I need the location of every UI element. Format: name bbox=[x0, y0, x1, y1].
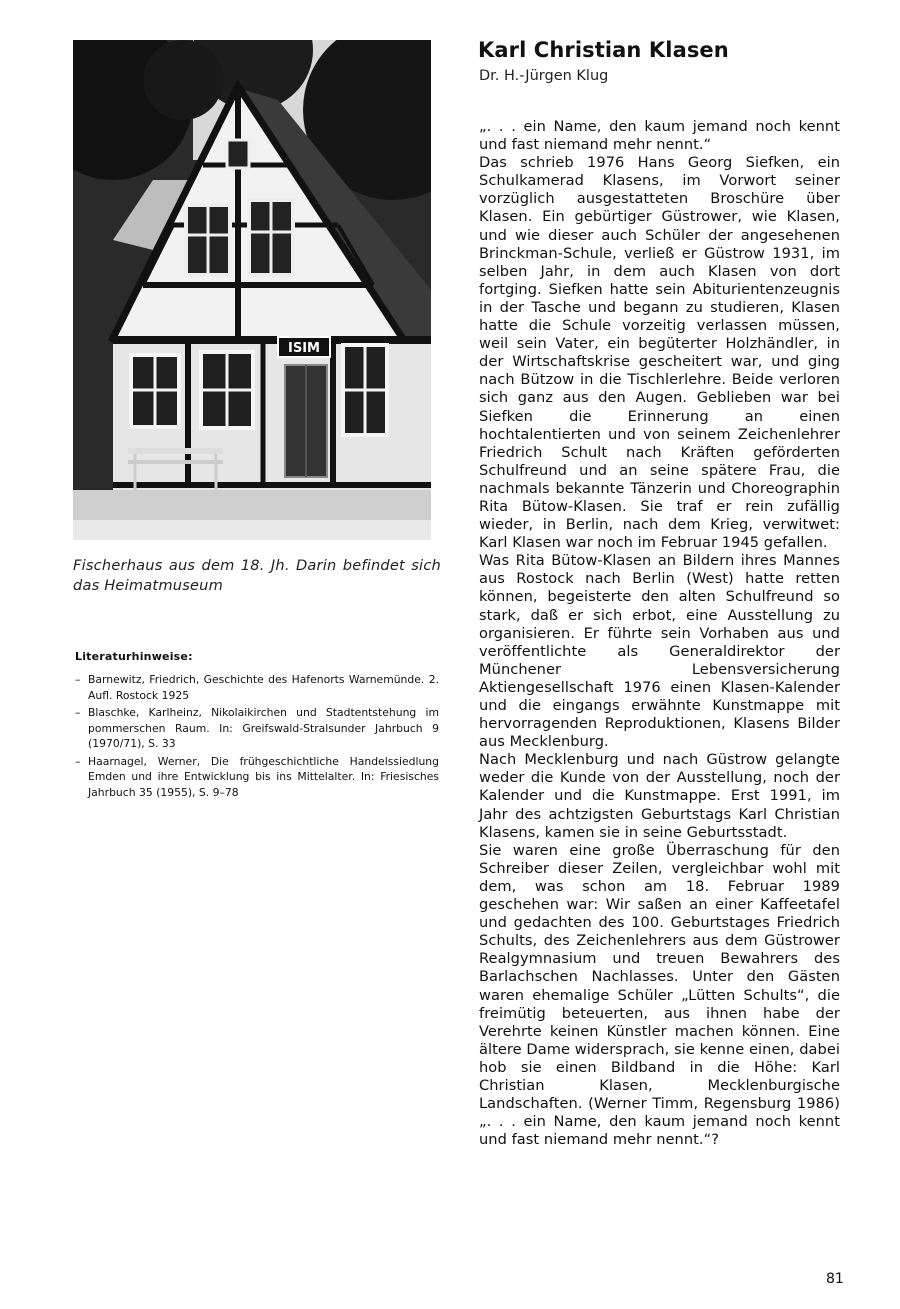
article-body bbox=[479, 118, 840, 1149]
article-paragraph: Was Rita Bütow-Klasen an Bildern ihres Mannes aus Rostock nach Berlin (West) hatte retten können, begeisterte den alten Schulfreund so stark, daß er sich erbot, eine Ausstellung zu organisieren. Er führte sein Vorhaben aus und veröffentlichte als Generaldirektor der Münchener Lebensversicherung Aktiengesellschaft 1976 einen Klasen-Kalender und die eingangs erwähnte Kunstmappe mit hervorragenden Reproduktionen, Klasens Bilder aus Mecklenburg. bbox=[479, 552, 840, 751]
article-paragraph: Nach Mecklenburg und nach Güstrow gelangte weder die Kunde von der Ausstellung, noch der Kalender und die Kunstmappe. Erst 1991, im Jahr des achtzigsten Geburtstags Karl Christian Klasens, kamen sie in seine Geburtsstadt. bbox=[479, 751, 840, 841]
article-paragraph: Sie waren eine große Überraschung für den Schreiber dieser Zeilen, vergleichbar wohl mit dem, was schon am 18. Februar 1989 geschehen war: Wir saßen an einer Kaffeetafel und gedachten des 100. Geburtstages Friedrich Schults, des Zeichenlehrers aus dem Güstrower Realgymnasium und treuen Bewahrers des Barlachschen Nachlasses. Unter den Gästen waren ehemalige Schüler „Lütten Schults“, die freimütig beteuerten, aus ihnen habe der Verehrte keinen Künstler machen können. Eine ältere Dame widersprach, sie kenne einen, dabei hob sie einen Bildband in die Höhe: Karl Christian Klasen, Mecklenburgische Landschaften. (Werner Timm, Regensburg 1986) „. . . ein Name, den kaum jemand noch kennt und fast niemand mehr nennt.“? bbox=[479, 841, 840, 1149]
photo-caption: Fischerhaus aus dem 18. Jh. Darin befindet sich das Heimatmuseum bbox=[73, 557, 441, 594]
literature-item: – Haarnagel, Werner, Die frühgeschichtliche Handelssiedlung Emden und ihre Entwicklung bis ins Mittelalter. In: Friesisches Jahrbuch 35 (1955), S. 9–78 bbox=[75, 754, 439, 799]
literature-list bbox=[75, 672, 439, 802]
house-photo bbox=[73, 40, 431, 540]
page-number: 81 bbox=[826, 1271, 844, 1287]
literature-heading: Literaturhinweise: bbox=[75, 650, 193, 663]
article-paragraph: „. . . ein Name, den kaum jemand noch kennt und fast niemand mehr nennt.“ bbox=[479, 118, 840, 154]
article-paragraph: Das schrieb 1976 Hans Georg Siefken, ein Schulkamerad Klasens, im Vorwort seiner vorzüglich ausgestatteten Broschüre über Klasen. Ein gebürtiger Güstrower, wie Klasen, und wie dieser auch Schüler der angesehenen Brinckman-Schule, verließ er Güstrow 1931, im selben Jahr, in dem auch Klasen von dort fortging. Siefken hatte sein Abiturientenzeugnis in der Tasche und begann zu studieren, Klasen hatte die Schule vorzeitig verlassen müssen, weil sein Vater, ein begüterter Holzhändler, in der Wirtschaftskrise gescheitert war, und ging nach Bützow in die Tischlerlehre. Beide verloren sich ganz aus den Augen. Geblieben war bei Siefken die Erinnerung an einen hochtalentierten und von seinem Zeichenlehrer Friedrich Schult nach Kräften geförderten Schulfreund und an seine spätere Frau, die nachmals bekannte Tänzerin und Choreographin Rita Bütow-Klasen. Sie traf er rein zufällig wieder, in Berlin, nach dem Krieg, verwitwet: Karl Klasen war noch im Februar 1945 gefallen. bbox=[479, 154, 840, 552]
literature-item: – Barnewitz, Friedrich, Geschichte des Hafenorts Warnemünde. 2. Aufl. Rostock 1925 bbox=[75, 673, 439, 702]
house-illustration bbox=[73, 40, 431, 540]
article-author: Dr. H.-Jürgen Klug bbox=[479, 68, 609, 84]
literature-item: – Blaschke, Karlheinz, Nikolaikirchen und Stadtentstehung im pommerschen Raum. In: Greifswald-Stralsunder Jahrbuch 9 (1970/71), S. 33 bbox=[75, 706, 439, 750]
house-sign-text: ISIM bbox=[288, 341, 320, 356]
article-title: Karl Christian Klasen bbox=[478, 38, 729, 62]
